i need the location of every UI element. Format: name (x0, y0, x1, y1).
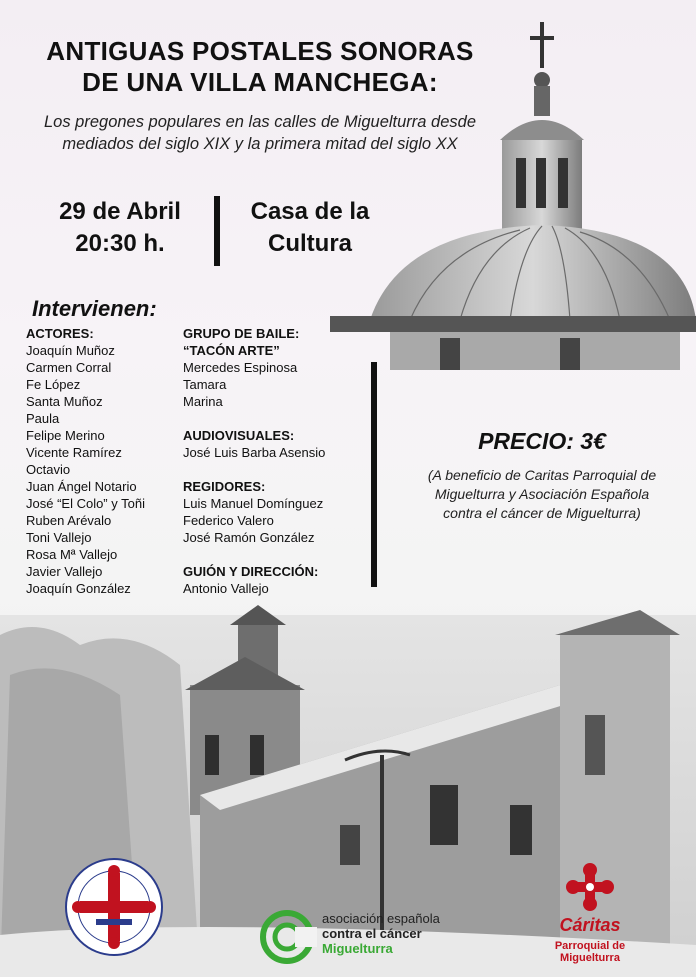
list-item: Toni Vallejo (26, 530, 92, 545)
divider-bar (214, 196, 220, 266)
event-place-line-1: Casa de la (250, 198, 370, 225)
caritas-line-2: Miguelturra (560, 952, 620, 964)
list-item: Juan Ángel Notario (26, 479, 137, 494)
list-item: Federico Valero (183, 513, 274, 528)
list-item: Tamara (183, 377, 227, 392)
list-item: Joaquín Muñoz (26, 343, 115, 358)
poster-title (0, 36, 520, 98)
spacer (183, 546, 373, 563)
grupo-baile-heading: GRUPO DE BAILE: (183, 326, 300, 341)
list-item: Octavio (26, 462, 71, 477)
list-item: José Luis Barba Asensio (183, 445, 326, 460)
list-item: Paula (26, 411, 60, 426)
subtitle-line-2: mediados del siglo XIX y la primera mitad del siglo XX (62, 135, 458, 153)
event-place-line-2: Cultura (268, 230, 352, 257)
event-time: 20:30 h. (75, 230, 165, 257)
beneficiary-line-3: contra el cáncer de Miguelturra) (443, 505, 641, 521)
event-place (230, 196, 390, 260)
divider-bar (371, 362, 377, 587)
list-item: Vicente Ramírez (26, 445, 122, 460)
spacer (183, 410, 373, 427)
subtitle-line-1: Los pregones populares en las calles de Miguelturra desde (43, 113, 477, 131)
title-line-2: DE UNA VILLA MANCHEGA: (82, 67, 438, 97)
list-item: Luis Manuel Domínguez (183, 496, 324, 511)
list-item: Antonio Vallejo (183, 581, 269, 596)
aecc-line-2: contra el cáncer (322, 926, 422, 941)
audiovisuales-heading: AUDIOVISUALES: (183, 428, 295, 443)
caritas-logo (530, 860, 650, 970)
list-item: Marina (183, 394, 223, 409)
spacer (183, 461, 373, 478)
list-item: Carmen Corral (26, 360, 112, 375)
caritas-name: Cáritas (559, 915, 621, 935)
aecc-logo-text (322, 911, 440, 956)
list-item: José “El Colo” y Toñi (26, 496, 145, 511)
list-item: Felipe Merino (26, 428, 105, 443)
title-line-1: ANTIGUAS POSTALES SONORAS (46, 36, 474, 66)
caritas-cross-icon (530, 860, 650, 914)
beneficiary-line-1: (A beneficio de Caritas Parroquial de (427, 467, 657, 483)
poster-subtitle (0, 111, 520, 155)
list-item: Fe López (26, 377, 81, 392)
list-item: Joaquín González (26, 581, 131, 596)
event-datetime (40, 196, 200, 260)
list-item: Rosa Mª Vallejo (26, 547, 118, 562)
crew-list (183, 325, 373, 597)
beneficiary-note (392, 466, 692, 523)
grupo-baile-name: “TACÓN ARTE” (183, 343, 280, 358)
regidores-heading: REGIDORES: (183, 479, 266, 494)
aecc-line-3: Miguelturra (322, 941, 393, 956)
cross-association-logo (62, 855, 166, 959)
list-item: Ruben Arévalo (26, 513, 112, 528)
actores-list (26, 325, 176, 597)
list-item: Mercedes Espinosa (183, 360, 298, 375)
intervienen-heading: Intervienen: (32, 296, 157, 321)
beneficiary-line-2: Miguelturra y Asociación Española (434, 486, 650, 502)
list-item: José Ramón González (183, 530, 315, 545)
guion-heading: GUIÓN Y DIRECCIÓN: (183, 564, 319, 579)
list-item: Javier Vallejo (26, 564, 103, 579)
price: PRECIO: 3€ (478, 428, 606, 454)
actores-heading: ACTORES: (26, 326, 94, 341)
aecc-line-1: asociación española (322, 911, 440, 926)
event-date: 29 de Abril (59, 198, 181, 225)
list-item: Santa Muñoz (26, 394, 103, 409)
caritas-line-1: Parroquial de (554, 940, 626, 952)
caritas-subtitle (530, 940, 650, 964)
